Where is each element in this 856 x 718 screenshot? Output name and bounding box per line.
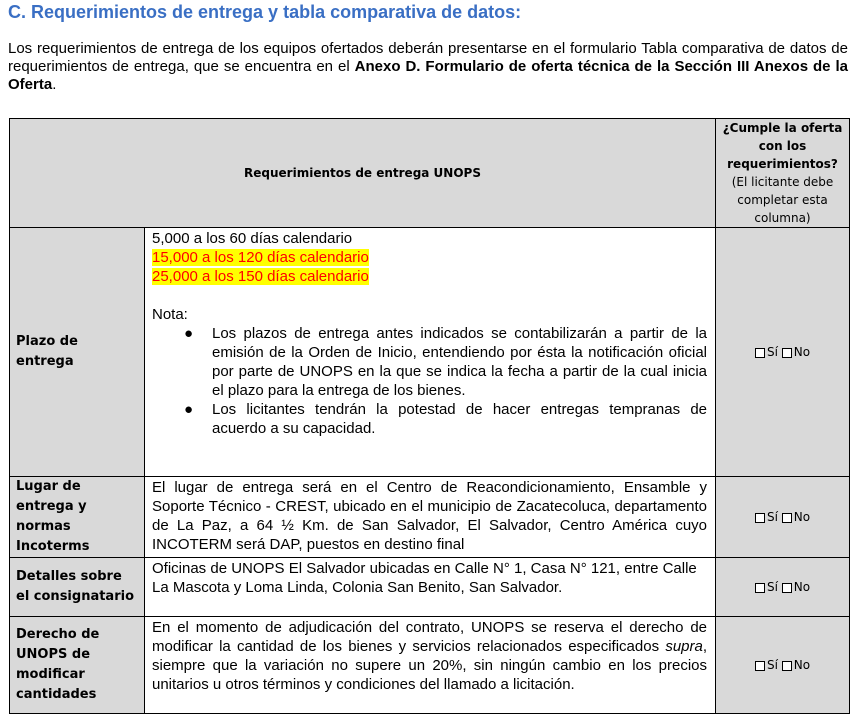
checkbox-icon bbox=[782, 583, 792, 593]
table-header-row bbox=[10, 119, 850, 228]
compliance-checkboxes bbox=[716, 477, 850, 558]
compliance-checkboxes bbox=[716, 617, 850, 714]
row-content: En el momento de adjudicación del contrato, UNOPS se reserva el derecho de modificar la cantidad de los bienes y servicios relacionados especificados supra, siempre que la variación no supere un 20%, sin ningún cambio en los precios unitarios u otros términos y condiciones del llamado a licitación. bbox=[145, 617, 716, 714]
delivery-line-highlighted: 25,000 a los 150 días calendario bbox=[152, 268, 369, 285]
row-label: Detalles sobre el consignatario bbox=[10, 558, 145, 617]
no-checkbox[interactable]: No bbox=[782, 580, 810, 594]
list-item: ● Los plazos de entrega antes indicados se contabilizarán a partir de la emisión de la Orden de Inicio, entendiendo por ésta la notificación oficial por parte de UNOPS en la que se indica la fecha a partir de la cual inicia el plazo para la entrega de los bienes. bbox=[184, 325, 708, 399]
table-row bbox=[10, 477, 850, 558]
table-row bbox=[10, 558, 850, 617]
no-checkbox[interactable]: No bbox=[782, 345, 810, 359]
row-content: Oficinas de UNOPS El Salvador ubicadas en Calle N° 1, Casa N° 121, entre Calle La Mascota y Loma Linda, Colonia San Benito, San Salvador. bbox=[145, 558, 716, 617]
bullet-icon: ● bbox=[184, 401, 194, 418]
checkbox-icon bbox=[782, 513, 792, 523]
list-item: ● Los licitantes tendrán la potestad de hacer entregas tempranas de acuerdo a su capacidad. bbox=[184, 401, 708, 437]
table-row bbox=[10, 228, 850, 477]
table-row bbox=[10, 617, 850, 714]
compliance-checkboxes bbox=[716, 228, 850, 477]
row-label: Lugar de entrega y normas Incoterms bbox=[10, 477, 145, 558]
header-requirements: Requerimientos de entrega UNOPS bbox=[10, 119, 716, 228]
header-compliance-note: (El licitante debe completar esta columna) bbox=[731, 175, 834, 225]
row-label: Derecho de UNOPS de modificar cantidades bbox=[10, 617, 145, 714]
no-checkbox[interactable]: No bbox=[782, 510, 810, 524]
checkbox-icon bbox=[782, 348, 792, 358]
yes-checkbox[interactable]: Sí bbox=[755, 580, 778, 594]
header-compliance bbox=[716, 119, 850, 228]
delivery-requirements-table bbox=[9, 118, 850, 714]
note-label: Nota: bbox=[152, 306, 188, 323]
note-list bbox=[152, 324, 707, 438]
intro-annex-reference: Anexo D. Formulario de oferta técnica de la Sección III Anexos de la Oferta bbox=[8, 58, 848, 93]
section-heading: C. Requerimientos de entrega y tabla comparativa de datos: bbox=[8, 2, 522, 22]
intro-paragraph bbox=[8, 40, 848, 94]
checkbox-icon bbox=[755, 661, 765, 671]
intro-text: Los requerimientos de entrega de los equipos ofertados deberán presentarse en el formulario Tabla comparativa de datos de requerimientos de entrega, que se encuentra en el bbox=[8, 40, 848, 75]
checkbox-icon bbox=[782, 661, 792, 671]
delivery-line: 5,000 a los 60 días calendario bbox=[152, 230, 353, 247]
checkbox-icon bbox=[755, 583, 765, 593]
checkbox-icon bbox=[755, 513, 765, 523]
italic-term: supra bbox=[665, 638, 703, 655]
delivery-line-highlighted: 15,000 a los 120 días calendario bbox=[152, 249, 369, 266]
row-content: El lugar de entrega será en el Centro de Reacondicionamiento, Ensamble y Soporte Técnico - CREST, ubicado en el municipio de Zacatecoluca, departamento de La Paz, a 64 ½ Km. de San Salvador, El Salvador, Centro América cuyo INCOTERM será DAP, puestos en destino final bbox=[145, 477, 716, 558]
row-label: Plazo de entrega bbox=[10, 228, 145, 477]
yes-checkbox[interactable]: Sí bbox=[755, 510, 778, 524]
no-checkbox[interactable]: No bbox=[782, 658, 810, 672]
yes-checkbox[interactable]: Sí bbox=[755, 345, 778, 359]
header-compliance-question: ¿Cumple la oferta con los requerimientos? bbox=[722, 121, 843, 171]
intro-end: . bbox=[52, 76, 57, 93]
bullet-icon: ● bbox=[184, 325, 194, 342]
checkbox-icon bbox=[755, 348, 765, 358]
yes-checkbox[interactable]: Sí bbox=[755, 658, 778, 672]
compliance-checkboxes bbox=[716, 558, 850, 617]
row-content bbox=[145, 228, 716, 477]
